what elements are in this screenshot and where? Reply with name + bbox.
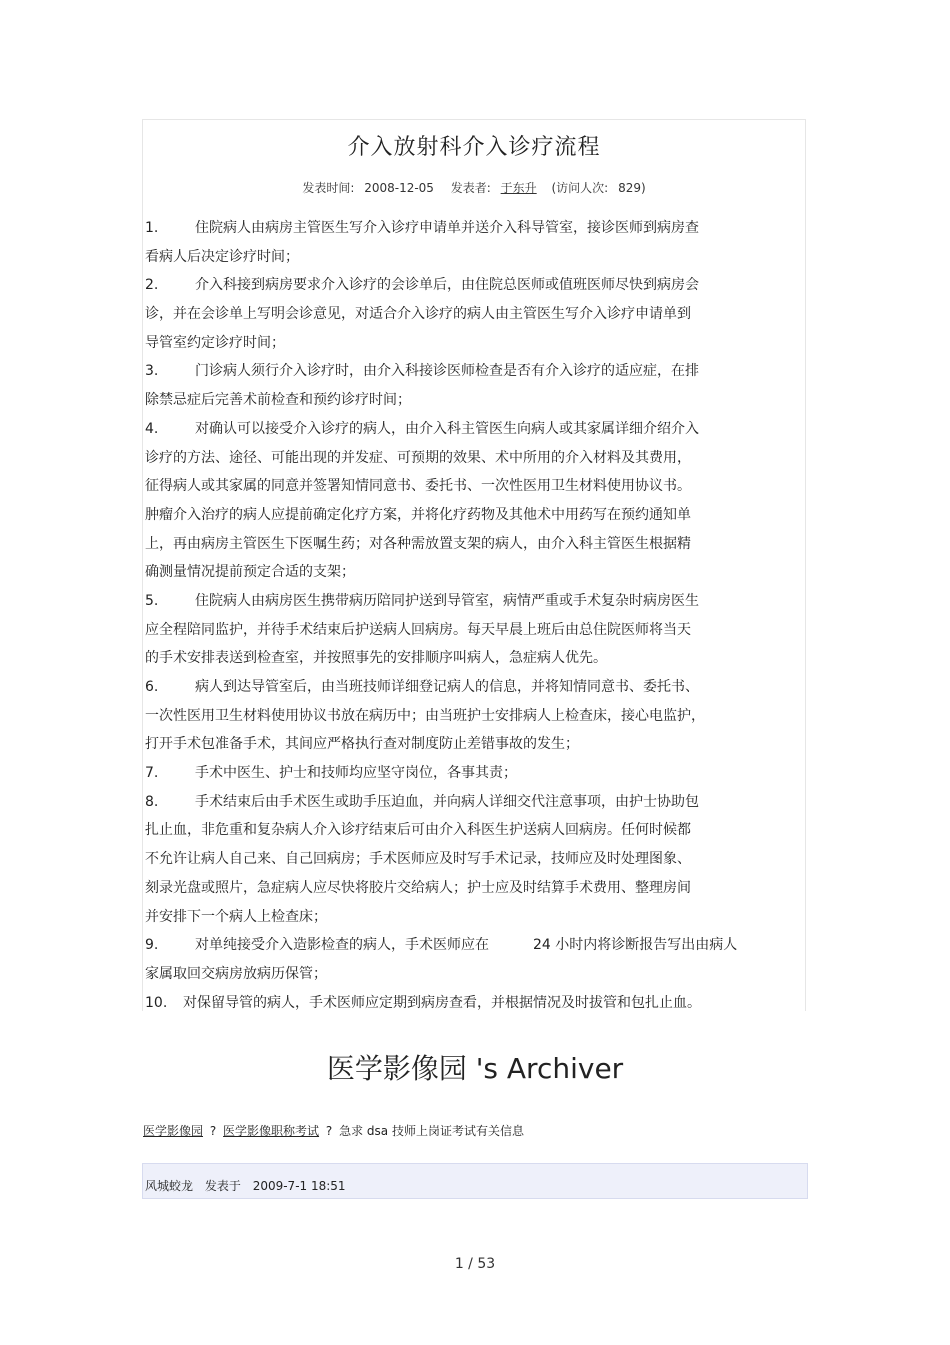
line-text-continued: 24 小时内将诊断报告写出由病人: [533, 937, 738, 954]
paragraph-line: [145, 271, 785, 300]
paragraph-line: 的手术安排表送到检查室，并按照事先的安排顺序叫病人，急症病人优先。: [145, 650, 607, 667]
paragraph-line: [145, 587, 785, 616]
paragraph-line: [145, 357, 785, 386]
post-header: [142, 1163, 808, 1199]
line-text: 对保留导管的病人，手术医师应定期到病房查看，并根据情况及时拔管和包扎止血。: [183, 994, 701, 1011]
breadcrumb-forum-link[interactable]: 医学影像职称考试: [223, 1124, 320, 1138]
author-link[interactable]: 于东升: [500, 181, 537, 195]
paragraph-line: [145, 788, 785, 817]
item-number: 1.: [145, 220, 159, 236]
article-container: [142, 119, 806, 1011]
paragraph-line: 确测量情况提前预定合适的支架；: [145, 564, 355, 581]
paragraph-line: 一次性医用卫生材料使用协议书放在病历中；由当班护士安排病人上检查床，接心电监护，: [145, 707, 705, 724]
article-content: [145, 214, 785, 1017]
paragraph-line: [145, 759, 785, 788]
publish-time-value: 2008-12-05: [364, 181, 434, 195]
paragraph-line: 打开手术包准备手术，其间应严格执行查对制度防止差错事故的发生；: [145, 736, 579, 753]
paragraph-line: 除禁忌症后完善术前检查和预约诊疗时间；: [145, 392, 411, 409]
line-text: 手术中医生、护士和技师均应坚守岗位，各事其责；: [195, 765, 517, 782]
paragraph-line: [145, 989, 785, 1018]
publish-time-label: 发表时间:: [302, 181, 355, 195]
item-number: 4.: [145, 420, 159, 437]
article-meta: [143, 179, 805, 196]
paragraph-line: 刻录光盘或照片，急症病人应尽快将胶片交给病人；护士应及时结算手术费用、整理房间: [145, 879, 691, 896]
paragraph-line: [145, 214, 785, 243]
paragraph-line: [145, 415, 785, 444]
breadcrumb-thread: 急求 dsa 技师上岗证考试有关信息: [339, 1124, 524, 1138]
item-number: 2.: [145, 277, 159, 294]
paragraph-line: [145, 931, 785, 960]
line-text: 对单纯接受介入造影检查的病人，手术医师应在: [195, 937, 489, 954]
article-title: 介入放射科介入诊疗流程: [347, 135, 601, 160]
breadcrumb: [143, 1122, 524, 1139]
visits-value: 829): [618, 181, 646, 195]
breadcrumb-separator: ?: [209, 1124, 217, 1138]
item-number: 9.: [145, 937, 159, 954]
post-author: 风城蛟龙: [145, 1179, 194, 1193]
item-number: 7.: [145, 765, 159, 782]
paragraph-line: 家属取回交病房放病历保管；: [145, 965, 327, 982]
item-number: 6.: [145, 679, 159, 695]
paragraph-line: 不允许让病人自己来、自己回病房；手术医师应及时写手术记录，技师应及时处理图象、: [145, 851, 691, 868]
post-time: 2009-7-1 18:51: [252, 1179, 346, 1193]
paragraph-line: [145, 673, 785, 702]
paragraph-line: 扎止血，非危重和复杂病人介入诊疗结束后可由介入科医生护送病人回病房。任何时候都: [145, 822, 691, 839]
paragraph-line: 看病人后决定诊疗时间；: [145, 248, 299, 265]
breadcrumb-separator: ?: [325, 1124, 333, 1138]
post-label: 发表于: [204, 1179, 241, 1193]
item-number: 5.: [145, 592, 159, 609]
item-number: 8.: [145, 793, 159, 810]
author-label: 发表者:: [450, 181, 491, 195]
visits-label: (访问人次:: [551, 181, 609, 195]
archiver-title: 医学影像园 's Archiver: [326, 1052, 624, 1085]
paragraph-line: 应全程陪同监护，并待手术结束后护送病人回病房。每天早晨上班后由总住院医师将当天: [145, 621, 691, 638]
paragraph-line: 导管室约定诊疗时间；: [145, 334, 285, 351]
line-text: 病人到达导管室后，由当班技师详细登记病人的信息，并将知情同意书、委托书、: [195, 679, 699, 695]
paragraph-line: 征得病人或其家属的同意并签署知情同意书、委托书、一次性医用卫生材料使用协议书。: [145, 478, 691, 495]
line-text: 住院病人由病房主管医生写介入诊疗申请单并送介入科导管室，接诊医师到病房查: [195, 220, 699, 236]
item-number: 10.: [145, 994, 168, 1011]
line-text: 住院病人由病房医生携带病历陪同护送到导管室，病情严重或手术复杂时病房医生: [195, 592, 699, 609]
breadcrumb-home-link[interactable]: 医学影像园: [143, 1124, 204, 1138]
paragraph-line: 上，再由病房主管医生下医嘱生药；对各种需放置支架的病人，由介入科主管医生根据精: [145, 535, 691, 552]
paragraph-line: 肿瘤介入治疗的病人应提前确定化疗方案，并将化疗药物及其他术中用药写在预约通知单: [145, 506, 691, 523]
line-text: 介入科接到病房要求介入诊疗的会诊单后，由住院总医师或值班医师尽快到病房会: [195, 277, 699, 294]
line-text: 门诊病人须行介入诊疗时，由介入科接诊医师检查是否有介入诊疗的适应症，在排: [195, 363, 699, 380]
paragraph-line: 诊疗的方法、途径、可能出现的并发症、可预期的效果、术中所用的介入材料及其费用，: [145, 449, 691, 466]
line-text: 手术结束后由手术医生或助手压迫血，并向病人详细交代注意事项，由护士协助包: [195, 793, 699, 810]
page-number: 1 / 53: [454, 1256, 496, 1272]
line-text: 对确认可以接受介入诊疗的病人，由介入科主管医生向病人或其家属详细介绍介入: [195, 420, 699, 437]
item-number: 3.: [145, 363, 159, 380]
paragraph-line: 诊，并在会诊单上写明会诊意见，对适合介入诊疗的病人由主管医生写介入诊疗申请单到: [145, 306, 691, 323]
paragraph-line: 并安排下一个病人上检查床；: [145, 908, 327, 925]
